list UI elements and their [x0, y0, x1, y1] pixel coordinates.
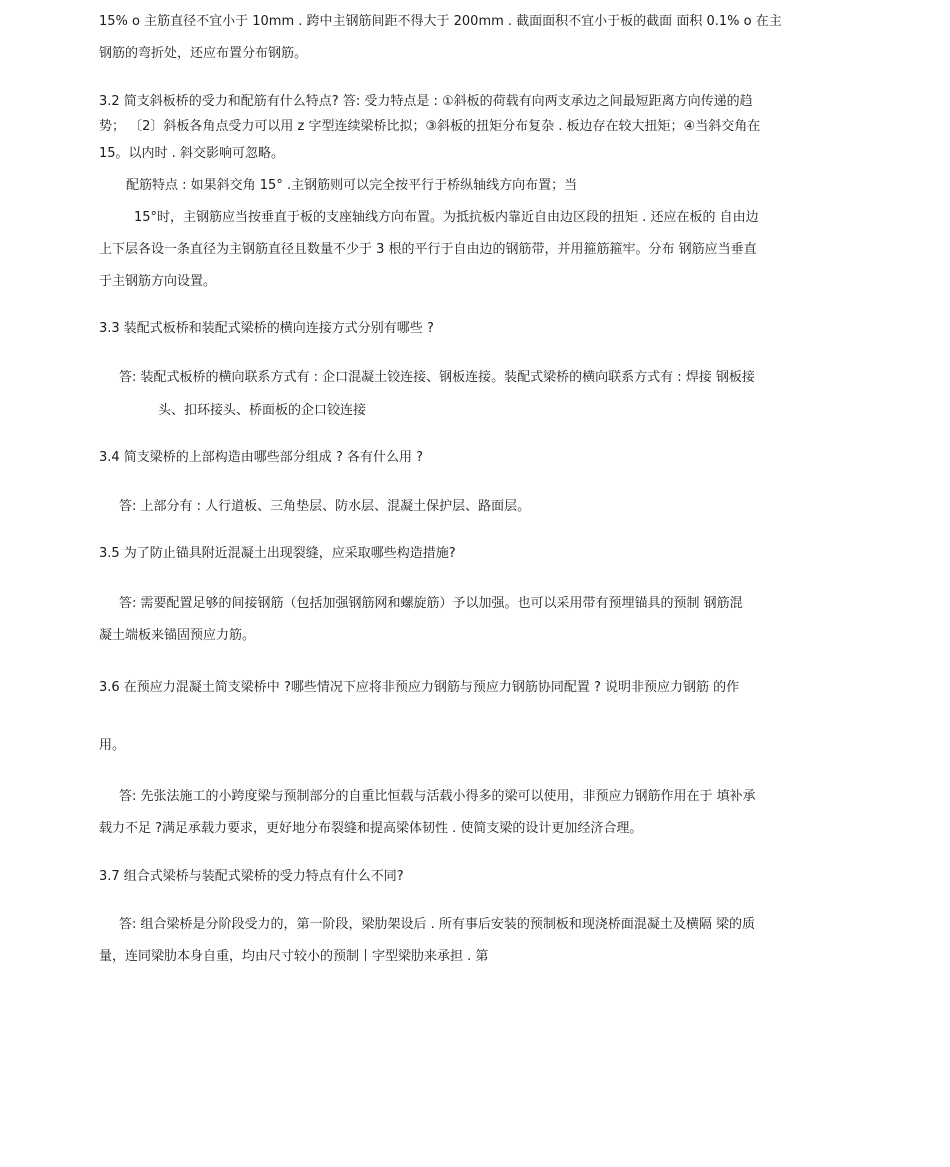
text-line: 凝土端板来锚固预应力筋。 — [99, 628, 256, 643]
text-line: 15°时，主钢筋应当按垂直于板的支座轴线方向布置。为抵抗板内靠近自由边区段的扭矩 . 还应在板的 自由边 — [134, 210, 759, 225]
question-heading: 3.3 装配式板桥和装配式梁桥的横向连接方式分别有哪些 ? — [99, 321, 434, 336]
answer-line: 答: 上部分有 : 人行道板、三角垫层、防水层、混凝土保护层、路面层。 — [119, 499, 531, 514]
text-line: 15。以内时 . 斜交影响可忽略。 — [99, 146, 284, 161]
text-line: 量，连同梁肋本身自重，均由尺寸较小的预制丨字型梁肋来承担 . 第 — [99, 949, 489, 964]
text-line: 上下层各设一条直径为主钢筋直径且数量不少于 3 根的平行于自由边的钢筋带，并用箍筋箍牢。分布 钢筋应当垂直 — [99, 242, 757, 257]
text-line: 配筋特点 : 如果斜交角 15° .主钢筋则可以完全按平行于桥纵轴线方向布置；当 — [126, 178, 578, 193]
text-line: 头、扣环接头、桥面板的企口铰连接 — [158, 403, 367, 418]
answer-line: 答: 需要配置足够的间接钢筋（包括加强钢筋网和螺旋筋）予以加强。也可以采用带有预埋锚具的预制 钢筋混 — [119, 596, 743, 611]
text-line: 钢筋的弯折处，还应布置分布钢筋。 — [99, 46, 308, 61]
text-line: 用。 — [99, 738, 126, 753]
text-line: 15% o 主筋直径不宜小于 10mm . 跨中主钢筋间距不得大于 200mm . 截面面积不宜小于板的截面 面积 0.1% o 在主 — [99, 14, 782, 29]
question-heading: 3.6 在预应力混凝土简支梁桥中 ?哪些情况下应将非预应力钢筋与预应力钢筋协同配置 ? 说明非预应力钢筋 的作 — [99, 680, 740, 695]
question-heading: 3.4 简支梁桥的上部构造由哪些部分组成 ? 各有什么用 ? — [99, 450, 424, 465]
answer-line: 答: 装配式板桥的横向联系方式有 : 企口混凝土铰连接、钢板连接。装配式梁桥的横向联系方式有 : 焊接 钢板接 — [119, 370, 755, 385]
question-heading: 3.5 为了防止锚具附近混凝土出现裂缝，应采取哪些构造措施? — [99, 546, 456, 561]
answer-line: 答: 组合梁桥是分阶段受力的，第一阶段，梁肋架设后 . 所有事后安装的预制板和现浇桥面混凝土及横隔 梁的质 — [119, 917, 756, 932]
text-line: 载力不足 ?满足承载力要求，更好地分布裂缝和提高梁体韧性 . 使简支梁的设计更加经济合理。 — [99, 821, 643, 836]
question-heading: 3.7 组合式梁桥与装配式梁桥的受力特点有什么不同? — [99, 869, 404, 884]
answer-line: 答: 先张法施工的小跨度梁与预制部分的自重比恒载与活载小得多的梁可以使用，非预应力钢筋作用在于 填补承 — [119, 789, 756, 804]
question-heading: 3.2 简支斜板桥的受力和配筋有什么特点? 答: 受力特点是 : ①斜板的荷载有向两支承边之间最短距离方向传递的趋 — [99, 94, 753, 109]
text-line: 于主钢筋方向设置。 — [99, 274, 217, 289]
text-line: 势； 〔2〕斜板各角点受力可以用 z 字型连续梁桥比拟；③斜板的扭矩分布复杂 . 板边存在较大扭矩；④当斜交角在 — [99, 119, 761, 134]
